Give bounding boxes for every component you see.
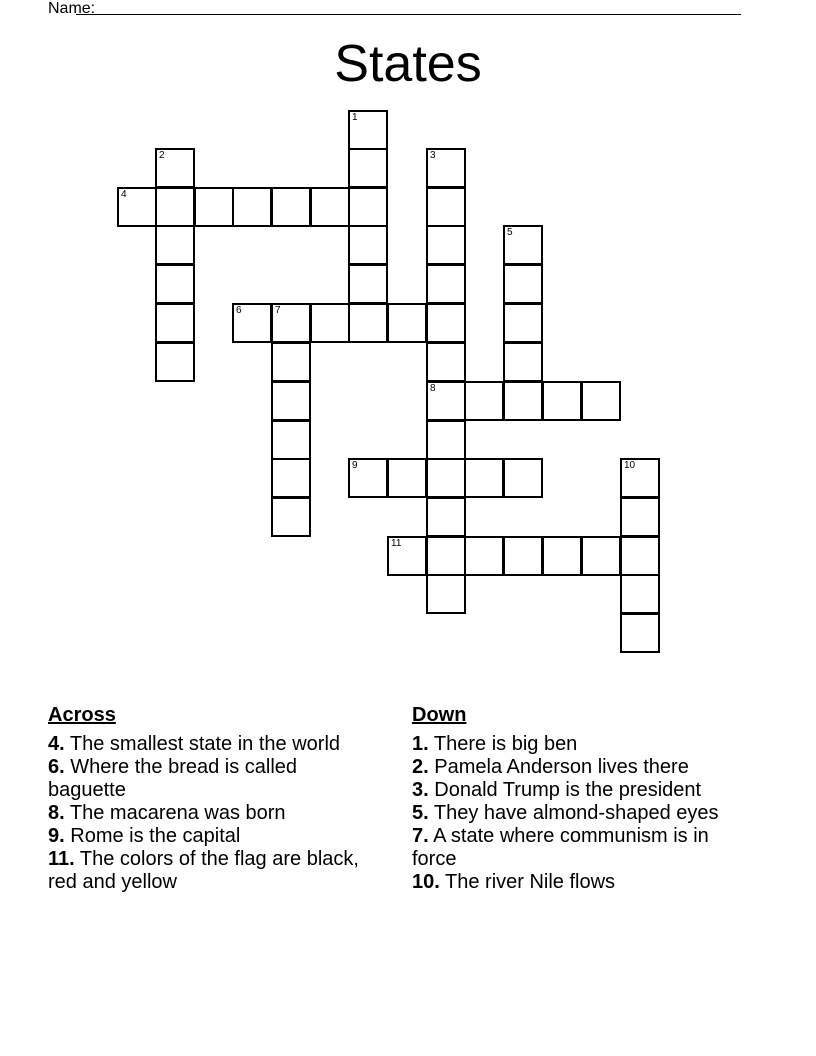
clue-down-10 <box>412 871 742 894</box>
crossword-cell[interactable] <box>117 187 157 227</box>
crossword-cell[interactable] <box>581 381 621 421</box>
crossword-cell[interactable] <box>310 303 350 343</box>
crossword-cell[interactable] <box>155 148 195 188</box>
clue-number: 1. <box>412 733 429 755</box>
crossword-cell[interactable] <box>271 497 311 537</box>
crossword-cell[interactable] <box>426 342 466 382</box>
crossword-cell[interactable] <box>464 458 504 498</box>
crossword-cell[interactable] <box>503 225 543 265</box>
crossword-cell[interactable] <box>155 225 195 265</box>
crossword-cell[interactable] <box>581 536 621 576</box>
clue-number: 10. <box>412 871 440 893</box>
clue-down-7 <box>412 825 742 871</box>
clue-text: The colors of the flag are black, red and yellow <box>48 848 359 893</box>
down-heading: Down <box>412 704 467 726</box>
cell-number: 4 <box>121 189 127 200</box>
clue-number: 2. <box>412 756 429 778</box>
clue-number: 4. <box>48 733 65 755</box>
crossword-cell[interactable] <box>426 381 466 421</box>
name-label: Name: <box>48 0 96 17</box>
crossword-cell[interactable] <box>348 303 388 343</box>
crossword-cell[interactable] <box>387 303 427 343</box>
clue-number: 5. <box>412 802 429 824</box>
crossword-cell[interactable] <box>620 497 660 537</box>
clue-number: 11. <box>48 848 75 870</box>
clue-across-11 <box>48 848 378 894</box>
crossword-cell[interactable] <box>503 342 543 382</box>
cell-number: 10 <box>624 460 636 471</box>
clue-down-1 <box>412 733 742 756</box>
crossword-cell[interactable] <box>620 574 660 614</box>
cell-number: 11 <box>391 538 402 549</box>
crossword-cell[interactable] <box>503 381 543 421</box>
crossword-cell[interactable] <box>426 225 466 265</box>
crossword-cell[interactable] <box>271 342 311 382</box>
clue-text: The macarena was born <box>69 802 286 824</box>
clue-number: 6. <box>48 756 65 778</box>
crossword-cell[interactable] <box>620 613 660 653</box>
clue-across-4 <box>48 733 378 756</box>
clue-text: Where the bread is called baguette <box>48 756 298 801</box>
crossword-cell[interactable] <box>232 187 272 227</box>
crossword-cell[interactable] <box>503 536 543 576</box>
crossword-cell[interactable] <box>348 148 388 188</box>
crossword-cell[interactable] <box>542 536 582 576</box>
cell-number: 7 <box>275 305 281 316</box>
crossword-cell[interactable] <box>542 381 582 421</box>
crossword-cell[interactable] <box>271 420 311 460</box>
crossword-cell[interactable] <box>426 264 466 304</box>
crossword-cell[interactable] <box>426 574 466 614</box>
clue-text: Donald Trump is the president <box>434 779 702 801</box>
crossword-cell[interactable] <box>620 458 660 498</box>
clue-across-6 <box>48 756 378 802</box>
crossword-cell[interactable] <box>387 458 427 498</box>
crossword-cell[interactable] <box>348 264 388 304</box>
crossword-cell[interactable] <box>426 536 466 576</box>
cell-number: 9 <box>352 460 358 471</box>
crossword-cell[interactable] <box>620 536 660 576</box>
clue-text: Pamela Anderson lives there <box>434 756 689 778</box>
crossword-cell[interactable] <box>426 420 466 460</box>
crossword-cell[interactable] <box>310 187 350 227</box>
crossword-cell[interactable] <box>271 187 311 227</box>
clue-text: They have almond-shaped eyes <box>433 802 719 824</box>
clue-down-3 <box>412 779 742 802</box>
crossword-cell[interactable] <box>426 187 466 227</box>
crossword-cell[interactable] <box>232 303 272 343</box>
crossword-cell[interactable] <box>348 458 388 498</box>
cell-number: 6 <box>236 305 242 316</box>
crossword-cell[interactable] <box>426 497 466 537</box>
clue-down-5 <box>412 802 742 825</box>
down-clues <box>412 703 742 894</box>
crossword-cell[interactable] <box>426 458 466 498</box>
cell-number: 2 <box>159 150 165 161</box>
clue-text: The river Nile flows <box>445 871 616 893</box>
crossword-cell[interactable] <box>426 148 466 188</box>
crossword-cell[interactable] <box>194 187 234 227</box>
crossword-cell[interactable] <box>155 303 195 343</box>
clue-down-2 <box>412 756 742 779</box>
cell-number: 1 <box>352 112 358 123</box>
clue-number: 3. <box>412 779 429 801</box>
across-clues <box>48 703 378 894</box>
crossword-cell[interactable] <box>426 303 466 343</box>
crossword-cell[interactable] <box>503 264 543 304</box>
across-heading: Across <box>48 704 116 726</box>
page-title: States <box>334 35 482 93</box>
crossword-cell[interactable] <box>503 458 543 498</box>
clue-text: There is big ben <box>433 733 578 755</box>
clue-number: 8. <box>48 802 65 824</box>
crossword-cell[interactable] <box>503 303 543 343</box>
crossword-cell[interactable] <box>155 187 195 227</box>
crossword-cell[interactable] <box>271 381 311 421</box>
cell-number: 3 <box>430 150 436 161</box>
crossword-cell[interactable] <box>271 303 311 343</box>
clue-number: 7. <box>412 825 429 847</box>
crossword-cell[interactable] <box>387 536 427 576</box>
clue-number: 9. <box>48 825 65 847</box>
crossword-cell[interactable] <box>464 381 504 421</box>
crossword-cell[interactable] <box>348 110 388 150</box>
clue-across-9 <box>48 825 378 848</box>
clue-text: Rome is the capital <box>70 825 241 847</box>
crossword-cell[interactable] <box>348 187 388 227</box>
crossword-cell[interactable] <box>271 458 311 498</box>
cell-number: 5 <box>507 227 513 238</box>
crossword-cell[interactable] <box>348 225 388 265</box>
clue-across-8 <box>48 802 378 825</box>
clue-text: A state where communism is in force <box>412 825 709 870</box>
cell-number: 8 <box>430 383 436 394</box>
clue-text: The smallest state in the world <box>69 733 341 755</box>
crossword-cell[interactable] <box>464 536 504 576</box>
crossword-cell[interactable] <box>155 342 195 382</box>
crossword-cell[interactable] <box>155 264 195 304</box>
